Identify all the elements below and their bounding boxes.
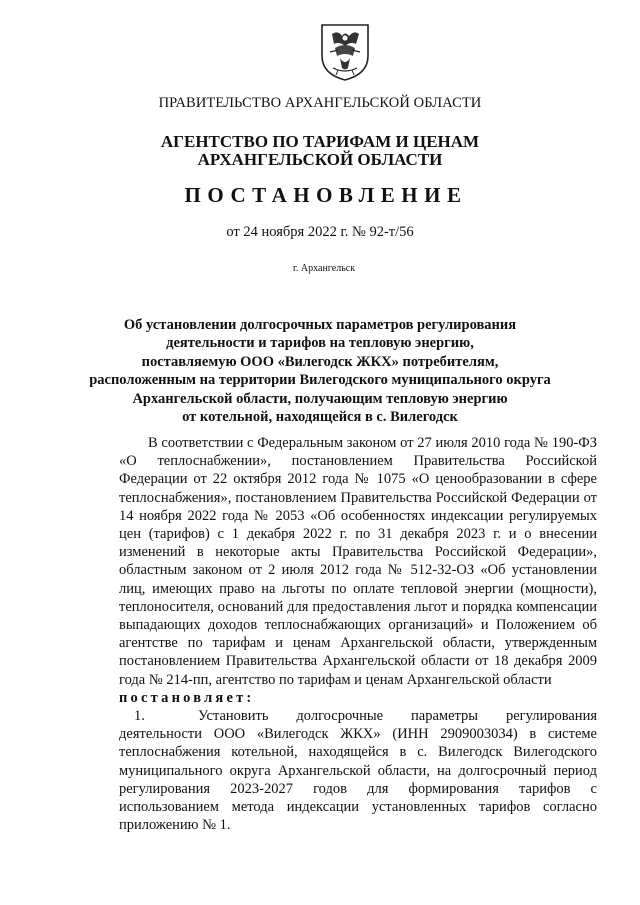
- document-subject: [60, 316, 580, 426]
- agency-name: [0, 133, 640, 169]
- item-1-first-line: [119, 707, 597, 725]
- subject-line: расположенным на территории Вилегодского муниципального округа: [89, 372, 551, 389]
- subject-line: Архангельской области, получающим тепловую энергию: [132, 390, 508, 407]
- item-1-number: 1.: [134, 708, 145, 725]
- coat-of-arms-icon: [318, 22, 372, 82]
- preamble-paragraph: В соответствии с Федеральным законом от 27 июля 2010 года № 190-ФЗ «О теплоснабжении», постановлением Правительства Российской Федерации от 22 октября 2012 года № 1075 «О ценообразовании в сфере теплоснабжения», постановлением Правительства Российской Федерации от 14 ноября 2022 года № 2053 «Об особенностях индексации регулируемых цен (тарифов) с 1 декабря 2022 г. по 31 декабря 2023 г. и о внесении изменений в некоторые акты Правительства Российской Федерации», областным законом от 2 июля 2012 года № 512-32-ОЗ «Об установлении лиц, имеющих право на льготы по оплате тепловой энергии (мощности), теплоносителя, оснований для предоставления льгот и порядка компенсации выпадающих доходов теплоснабжающих организаций» и Положением об агентстве по тарифам и ценам Архангельской области, утвержденным постановлением Правительства Архангельской области от 18 декабря 2009 года № 214-пп, агентство по тарифам и ценам Архангельской области: [119, 435, 597, 688]
- document-body: [119, 434, 597, 834]
- subject-line: поставляемую ООО «Вилегодск ЖКХ» потребителям,: [141, 353, 499, 370]
- subject-line: Об установлении долгосрочных параметров регулирования: [123, 317, 517, 333]
- agency-name-line: АГЕНТСТВО ПО ТАРИФАМ И ЦЕНАМ: [160, 132, 480, 151]
- government-name: ПРАВИТЕЛЬСТВО АРХАНГЕЛЬСКОЙ ОБЛАСТИ: [158, 95, 482, 111]
- subject-line: деятельности и тарифов на тепловую энергию,: [166, 335, 474, 352]
- item-1-first-line-text: Установить долгосрочные параметры регулирования: [198, 708, 597, 725]
- document-type: ПОСТАНОВЛЕНИЕ: [184, 183, 468, 207]
- city: г. Архангельск: [292, 263, 356, 274]
- agency-name-line: АРХАНГЕЛЬСКОЙ ОБЛАСТИ: [197, 150, 443, 169]
- resolves-word: постановляет:: [119, 689, 255, 706]
- date-and-number: от 24 ноября 2022 г. № 92-т/56: [226, 224, 414, 240]
- item-1-text: деятельности ООО «Вилегодск ЖКХ» (ИНН 2909003034) в системе теплоснабжения котельной, находящейся в с. Вилегодск Вилегодского муниципального округа Архангельской области, на долгосрочный период регулирования 2023-2027 годов для формирования тарифов с использованием метода индексации установленных тарифов согласно приложению № 1.: [119, 726, 597, 834]
- subject-line: от котельной, находящейся в с. Вилегодск: [182, 409, 458, 426]
